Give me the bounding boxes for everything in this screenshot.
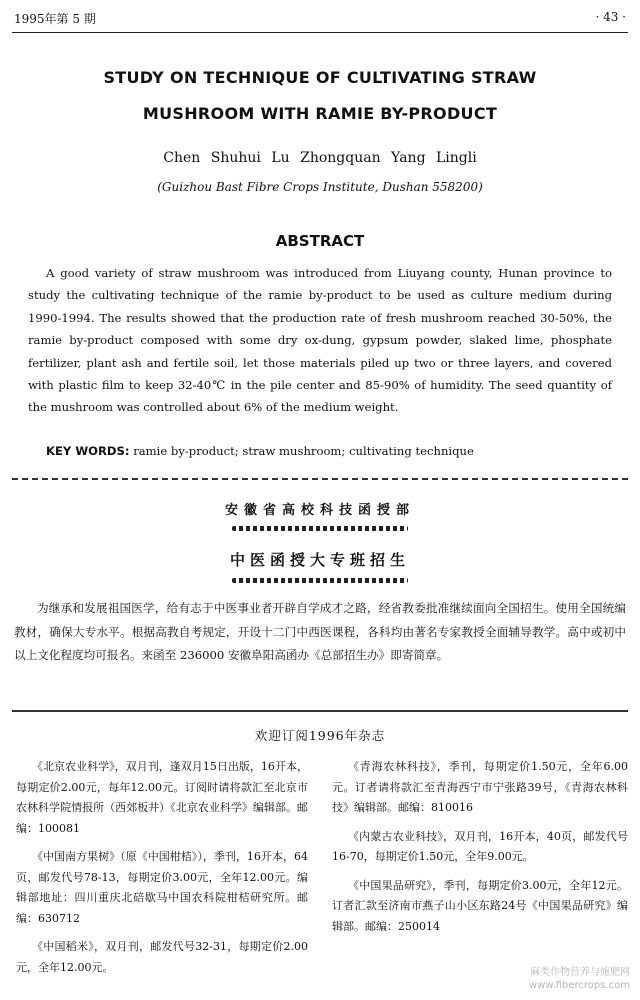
- ornament-border-bottom: [232, 578, 408, 583]
- abstract-heading: ABSTRACT: [275, 232, 365, 250]
- subscription-item: 《中国果品研究》，季刊，每期定价3.00元，全年12元。订者汇款至济南市燕子山小区东路24号《中国果品研究》编辑部。邮编：250014: [332, 878, 628, 933]
- authors: Chen Shuhui Lu Zhongquan Yang Lingli: [163, 150, 477, 166]
- institution: (Guizhou Bast Fibre Crops Institute, Dushan 558200): [157, 180, 483, 194]
- header-rule: [12, 32, 628, 33]
- abstract-text: A good variety of straw mushroom was introduced from Liuyang county, Hunan province to study the cultivating technique of the ramie by-product to be used as culture medium during 1990-1994. The results showed that the production rate of fresh mushroom reached 30-50%, the ramie by-product composed with some dry ox-dung, gypsum powder, slaked lime, phosphate fertilizer, plant ash and fertile soil, let those materials piled up two or three layers, and covered with plastic film to keep 32-40℃ in the pile center and 85-90% of humidity. The seed quantity of the mushroom was controlled about 6% of the medium weight.: [28, 266, 612, 415]
- section-divider-2: [12, 710, 628, 712]
- paper-title-line-2: MUSHROOM WITH RAMIE BY-PRODUCT: [142, 104, 498, 123]
- ornament-border-top: [232, 526, 408, 531]
- section-divider: [12, 478, 628, 480]
- ad-title: 中医函授大专班招生: [229, 551, 410, 569]
- subscription-item: 《北京农业科学》，双月刊，逢双月15日出版，16开本，每期定价2.00元，每年12.00元。订阅时请将款汇至北京市农林科学院情报所（西郊板井）《北京农业科学》编辑部。邮编：100081: [16, 760, 308, 835]
- ad-body: 为继承和发展祖国医学，给有志于中医事业者开辟自学成才之路，经省教委批准继续面向全国招生。使用全国统编教材，确保大专水平。根据高教自考规定，开设十二门中西医课程，各科均由著名专家教授全面辅导教学。高中或初中以上文化程度均可报名。来函至 236000 安徽阜阳高函办《总部招生办》即寄简章。: [14, 601, 626, 662]
- subscription-item: 《中国南方果树》（原《中国柑桔》），季刊，16开本，64页，邮发代号78-13，每期定价3.00元，全年12.00元。编辑部地址：四川重庆北碚歇马中国农科院柑桔研究所。邮编：630712: [16, 850, 308, 925]
- ad-organization: 安徽省高校科技函授部: [224, 503, 415, 518]
- keywords-label: KEY WORDS:: [46, 444, 130, 458]
- subscription-item: 《青海农林科技》，季刊，每期定价1.50元，全年6.00元。订者请将款汇至青海西宁市宁张路39号，《青海农林科技》编辑部。邮编：810016: [332, 760, 628, 814]
- subscription-item: 《内蒙古农业科技》，双月刊，16开本，40页，邮发代号16-70，每期定价1.50元，全年9.00元。: [332, 829, 628, 863]
- watermark-url: www.fibercrops.com: [528, 980, 630, 991]
- subscription-item: 《中国稻米》，双月刊，邮发代号32-31，每期定价2.00元，全年12.00元。: [16, 940, 308, 974]
- paper-title-line-1: STUDY ON TECHNIQUE OF CULTIVATING STRAW: [103, 68, 537, 87]
- subscription-column-right: [332, 757, 628, 945]
- site-watermark: [529, 966, 630, 992]
- page-number: · 43 ·: [595, 10, 626, 24]
- watermark-name: 麻类作物营养与施肥网: [530, 967, 630, 978]
- subscription-column-left: [16, 757, 308, 986]
- keywords-text: ramie by-product; straw mushroom; cultivating technique: [133, 444, 474, 458]
- subscription-heading: 欢迎订阅1996年杂志: [254, 728, 386, 743]
- issue-label: 1995年第 5 期: [14, 12, 96, 26]
- keywords: [46, 444, 616, 458]
